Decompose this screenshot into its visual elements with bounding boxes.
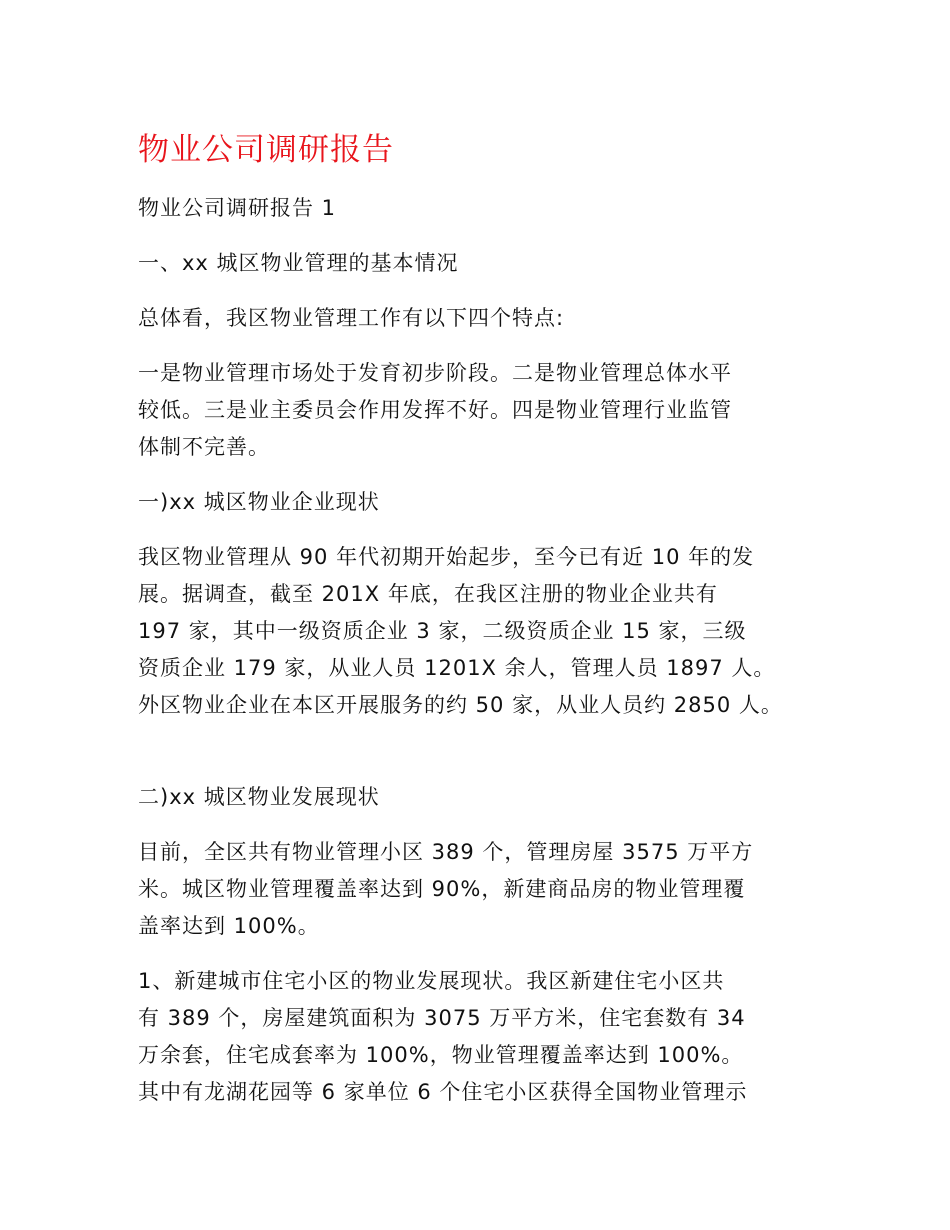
paragraph-line: 展。据调查，截至 201X 年底，在我区注册的物业企业共有 bbox=[138, 582, 718, 606]
paragraph-line: 我区物业管理从 90 年代初期开始起步，至今已有近 10 年的发 bbox=[138, 545, 755, 569]
paragraph-line: 盖率达到 100%。 bbox=[138, 914, 320, 938]
paragraph-line: 外区物业企业在本区开展服务的约 50 家，从业人员约 2850 人。 bbox=[138, 693, 783, 717]
paragraph-line: 体制不完善。 bbox=[138, 435, 270, 459]
paragraph-line: 目前，全区共有物业管理小区 389 个，管理房屋 3575 万平方 bbox=[138, 840, 754, 864]
section-heading: 二)xx 城区物业发展现状 bbox=[138, 785, 380, 809]
section-heading: 一)xx 城区物业企业现状 bbox=[138, 490, 380, 514]
document-title: 物业公司调研报告 bbox=[138, 132, 394, 168]
paragraph-line: 较低。三是业主委员会作用发挥不好。四是物业管理行业监管 bbox=[138, 398, 732, 422]
paragraph-line: 总体看，我区物业管理工作有以下四个特点: bbox=[138, 306, 565, 330]
paragraph-line: 197 家，其中一级资质企业 3 家，二级资质企业 15 家，三级 bbox=[138, 619, 747, 643]
paragraph-line: 1、新建城市住宅小区的物业发展现状。我区新建住宅小区共 bbox=[138, 969, 725, 993]
report-subtitle: 物业公司调研报告 1 bbox=[138, 196, 337, 220]
section-heading: 一、xx 城区物业管理的基本情况 bbox=[138, 251, 459, 275]
paragraph-line: 有 389 个，房屋建筑面积为 3075 万平方米，住宅套数有 34 bbox=[138, 1006, 746, 1030]
paragraph-line: 米。城区物业管理覆盖率达到 90%，新建商品房的物业管理覆 bbox=[138, 877, 746, 901]
paragraph-line: 其中有龙湖花园等 6 家单位 6 个住宅小区获得全国物业管理示 bbox=[138, 1080, 748, 1104]
paragraph-line: 一是物业管理市场处于发育初步阶段。二是物业管理总体水平 bbox=[138, 361, 732, 385]
paragraph-line: 资质企业 179 家，从业人员 1201X 余人，管理人员 1897 人。 bbox=[138, 656, 776, 680]
paragraph-line: 万余套，住宅成套率为 100%，物业管理覆盖率达到 100%。 bbox=[138, 1043, 744, 1067]
